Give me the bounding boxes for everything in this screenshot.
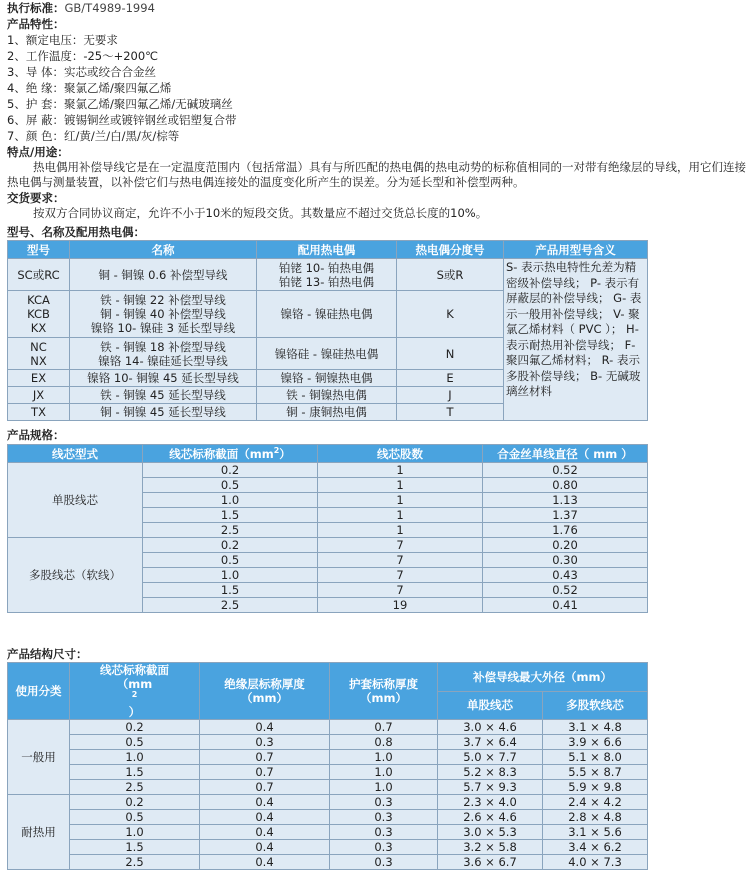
struct-multi-od: 3.1 × 5.6 — [543, 825, 648, 840]
struct-sheath: 0.8 — [330, 735, 438, 750]
model-col-1: 名称 — [70, 241, 257, 259]
model-thermocouple-line: 铁 - 铜镍热电偶 — [286, 388, 367, 402]
struct-col-section-label: 线芯标称截面 — [100, 663, 169, 677]
table-row — [8, 538, 648, 553]
struct-sheath: 0.7 — [330, 720, 438, 735]
struct-insulation: 0.4 — [200, 795, 330, 810]
model-thermocouple — [257, 387, 397, 404]
model-name-line: 镍铬 10- 铜镍 45 延长型导线 — [87, 371, 239, 385]
struct-single-od: 3.7 × 6.4 — [438, 735, 543, 750]
model-name — [70, 291, 257, 338]
spec-strands: 7 — [318, 568, 483, 583]
struct-insulation: 0.4 — [200, 840, 330, 855]
feature-item: 4、绝 缘：聚氯乙烯/聚四氟乙烯 — [7, 81, 172, 95]
struct-single-od: 3.0 × 5.3 — [438, 825, 543, 840]
struct-section: 2.5 — [70, 855, 200, 870]
model-thermocouple-line: 铂铑 10- 铂热电偶 — [278, 260, 375, 275]
spec-diameter: 0.41 — [483, 598, 648, 613]
spec-table — [7, 444, 648, 613]
struct-single-od: 5.0 × 7.7 — [438, 750, 543, 765]
model-thermocouple — [257, 404, 397, 421]
struct-sheath: 1.0 — [330, 750, 438, 765]
spec-diameter: 0.52 — [483, 463, 648, 478]
model-code — [8, 387, 70, 404]
spec-diameter: 1.76 — [483, 523, 648, 538]
struct-sheath: 1.0 — [330, 765, 438, 780]
struct-section: 1.0 — [70, 825, 200, 840]
struct-multi-od: 5.5 × 8.7 — [543, 765, 648, 780]
spec-type: 多股线芯（软线） — [8, 538, 143, 613]
table-row — [8, 810, 648, 825]
delivery-paragraph — [0, 206, 750, 221]
struct-col-insulation-unit: （mm） — [241, 691, 288, 705]
table-row — [8, 720, 648, 735]
model-name — [70, 387, 257, 404]
model-thermocouple-line: 铜 - 康铜热电偶 — [286, 405, 367, 419]
struct-sheath: 0.3 — [330, 795, 438, 810]
struct-col-section-unit-line — [72, 677, 197, 719]
table-row — [8, 750, 648, 765]
spec-col-section-close: ） — [279, 446, 291, 461]
spec-section: 2.5 — [143, 523, 318, 538]
model-code-line: TX — [31, 405, 46, 419]
struct-multi-od: 3.9 × 6.6 — [543, 735, 648, 750]
spec-table-header — [8, 445, 648, 463]
spec-section: 0.2 — [143, 538, 318, 553]
model-index: S或R — [397, 259, 504, 291]
struct-insulation: 0.3 — [200, 735, 330, 750]
model-code — [8, 259, 70, 291]
struct-col-insulation — [200, 663, 330, 720]
spec-section: 0.2 — [143, 463, 318, 478]
model-code-line: SC或RC — [17, 267, 60, 282]
spec-col-section-sup: 2 — [273, 445, 280, 455]
model-table-title: 型号、名称及配用热电偶： — [7, 225, 145, 239]
spec-diameter: 0.43 — [483, 568, 648, 583]
feature-item: 1、额定电压：无要求 — [7, 33, 118, 47]
model-thermocouple — [257, 338, 397, 370]
model-col-3: 热电偶分度号 — [397, 241, 504, 259]
struct-section: 1.5 — [70, 765, 200, 780]
spec-strands: 19 — [318, 598, 483, 613]
struct-usage: 耐热用 — [8, 795, 70, 870]
table-row — [8, 735, 648, 750]
table-row — [8, 780, 648, 795]
spec-diameter: 0.20 — [483, 538, 648, 553]
spec-table-title: 产品规格： — [7, 428, 65, 442]
struct-col-section-sup: 2 — [131, 690, 138, 700]
spec-diameter: 1.37 — [483, 508, 648, 523]
spec-section: 1.5 — [143, 583, 318, 598]
feature-item: 6、屏 蔽：镀锡铜丝或镀锌钢丝或铝塑复合带 — [7, 113, 237, 127]
model-col-2: 配用热电偶 — [257, 241, 397, 259]
features-title: 产品特性： — [7, 17, 65, 31]
model-code — [8, 291, 70, 338]
model-index: T — [397, 404, 504, 421]
struct-multi-od: 2.8 × 4.8 — [543, 810, 648, 825]
model-name-line: 铜 - 铜镍 45 延长型导线 — [100, 405, 226, 419]
model-name — [70, 370, 257, 387]
spec-section: 1.5 — [143, 508, 318, 523]
spec-section: 1.0 — [143, 493, 318, 508]
struct-section: 1.5 — [70, 840, 200, 855]
model-index: J — [397, 387, 504, 404]
struct-multi-od: 3.4 × 6.2 — [543, 840, 648, 855]
spec-strands: 1 — [318, 508, 483, 523]
spec-section: 0.5 — [143, 478, 318, 493]
struct-sheath: 0.3 — [330, 840, 438, 855]
model-name — [70, 404, 257, 421]
table-row — [8, 259, 648, 291]
struct-sheath: 0.3 — [330, 810, 438, 825]
spec-type: 单股线芯 — [8, 463, 143, 538]
model-note: S- 表示热电特性允差为精密级补偿导线； P- 表示有屏蔽层的补偿导线； G- 表示一般用补偿导线； V- 聚氯乙烯材料（ PVC ）； H- 表示耐热用补偿导线； F- 聚四氟乙烯材料； R- 表示多股补偿导线； B- 无碱玻璃丝材料 — [504, 259, 648, 421]
table-row — [8, 795, 648, 810]
struct-multi-od: 5.1 × 8.0 — [543, 750, 648, 765]
struct-insulation: 0.4 — [200, 810, 330, 825]
model-code-line: NC — [30, 339, 47, 354]
struct-single-od: 2.3 × 4.0 — [438, 795, 543, 810]
struct-sheath: 0.3 — [330, 825, 438, 840]
struct-multi-od: 2.4 × 4.2 — [543, 795, 648, 810]
model-thermocouple-line: 镍铬 - 镍硅热电偶 — [280, 307, 373, 321]
struct-single-od: 3.0 × 4.6 — [438, 720, 543, 735]
model-code-line: EX — [30, 371, 47, 385]
spec-col-section-label: 线芯标称截面（mm — [169, 446, 274, 461]
model-name-line: 铁 - 铜镍 18 补偿型导线 — [100, 339, 226, 354]
spec-strands: 7 — [318, 583, 483, 598]
model-col-4: 产品用型号含义 — [504, 241, 648, 259]
struct-section: 1.0 — [70, 750, 200, 765]
spec-col-type: 线芯型式 — [8, 445, 143, 463]
model-table-header — [8, 241, 648, 259]
document — [0, 0, 750, 221]
delivery-text: 按双方合同协议商定，允许不小于10米的短段交货。其数量应不超过交货总长度的10%。 — [33, 206, 488, 220]
model-thermocouple — [257, 291, 397, 338]
struct-section: 2.5 — [70, 780, 200, 795]
spec-diameter: 0.52 — [483, 583, 648, 598]
spec-section: 1.0 — [143, 568, 318, 583]
struct-multi-od: 3.1 × 4.8 — [543, 720, 648, 735]
delivery-title: 交货要求： — [7, 191, 65, 205]
struct-col-sheath — [330, 663, 438, 720]
model-table — [7, 240, 648, 421]
model-col-0: 型号 — [8, 241, 70, 259]
standard-label: 执行标准： — [7, 1, 65, 15]
struct-single-od: 5.7 × 9.3 — [438, 780, 543, 795]
model-code-line: KCA — [27, 293, 50, 307]
spec-diameter: 1.13 — [483, 493, 648, 508]
model-code-line: NX — [30, 353, 47, 368]
feature-item: 3、导 体：实芯或绞合合金丝 — [7, 65, 156, 79]
model-name-line: 铜 - 铜镍 0.6 补偿型导线 — [98, 267, 228, 282]
struct-single-od: 2.6 × 4.6 — [438, 810, 543, 825]
struct-multi-od: 4.0 × 7.3 — [543, 855, 648, 870]
struct-insulation: 0.7 — [200, 765, 330, 780]
usage-title: 特点/用途： — [7, 145, 69, 159]
table-row — [8, 840, 648, 855]
spec-strands: 1 — [318, 523, 483, 538]
model-index: N — [397, 338, 504, 370]
spec-diameter: 0.80 — [483, 478, 648, 493]
struct-single-od: 5.2 × 8.3 — [438, 765, 543, 780]
struct-col-insulation-label: 绝缘层标称厚度 — [224, 677, 305, 691]
model-name-line: 镍铬 10- 镍硅 3 延长型导线 — [90, 321, 236, 335]
table-row — [8, 825, 648, 840]
struct-sheath: 1.0 — [330, 780, 438, 795]
struct-table-header-row1 — [8, 663, 648, 692]
table-row — [8, 855, 648, 870]
model-name-line: 铜 - 铜镍 40 补偿型导线 — [100, 307, 226, 321]
standard-value: GB/T4989-1994 — [64, 1, 155, 15]
spec-col-diameter: 合金丝单线直径（ mm ） — [483, 445, 648, 463]
struct-section: 0.2 — [70, 720, 200, 735]
model-thermocouple-line: 镍铬硅 - 镍硅热电偶 — [274, 346, 379, 361]
table-row — [8, 765, 648, 780]
model-index: E — [397, 370, 504, 387]
struct-table — [7, 662, 648, 870]
model-code — [8, 338, 70, 370]
model-name — [70, 259, 257, 291]
feature-item: 7、颜 色：红/黄/兰/白/黑/灰/棕等 — [7, 129, 180, 143]
struct-col-section-unit: （mm — [116, 677, 153, 691]
struct-table-title: 产品结构尺寸： — [7, 647, 88, 661]
model-thermocouple-line: 铂铑 13- 铂热电偶 — [278, 274, 375, 289]
struct-insulation: 0.7 — [200, 780, 330, 795]
model-code-line: KCB — [27, 307, 50, 321]
spec-section: 2.5 — [143, 598, 318, 613]
spec-section: 0.5 — [143, 553, 318, 568]
spec-strands: 7 — [318, 553, 483, 568]
spec-col-section — [143, 445, 318, 463]
model-thermocouple — [257, 259, 397, 291]
model-code-line: JX — [32, 388, 45, 402]
spec-strands: 1 — [318, 463, 483, 478]
struct-single-od: 3.6 × 6.7 — [438, 855, 543, 870]
struct-usage: 一般用 — [8, 720, 70, 795]
struct-col-usage: 使用分类 — [8, 663, 70, 720]
struct-multi-od: 5.9 × 9.8 — [543, 780, 648, 795]
struct-col-section-close: ） — [128, 705, 141, 719]
model-name — [70, 338, 257, 370]
model-thermocouple-line: 镍铬 - 铜镍热电偶 — [280, 371, 373, 385]
features-list — [0, 32, 750, 144]
standard-line — [0, 0, 750, 16]
usage-text: 热电偶用补偿导线它是在一定温度范围内（包括常温）具有与所匹配的热电偶的热电动势的标称值相同的一对带有绝缘层的导线，用它们连接热电偶与测量装置，以补偿它们与热电偶连接处的温度变化所产生的误差。分为延长型和补偿型两种。 — [7, 160, 746, 189]
struct-col-multi: 多股软线芯 — [543, 691, 648, 720]
struct-section: 0.5 — [70, 735, 200, 750]
struct-col-section — [70, 663, 200, 720]
struct-section: 0.2 — [70, 795, 200, 810]
table-row — [8, 463, 648, 478]
model-code-line: KX — [30, 321, 47, 335]
spec-strands: 1 — [318, 493, 483, 508]
struct-insulation: 0.4 — [200, 825, 330, 840]
model-name-line: 铁 - 铜镍 22 补偿型导线 — [100, 293, 226, 307]
struct-insulation: 0.7 — [200, 750, 330, 765]
spec-strands: 7 — [318, 538, 483, 553]
model-index: K — [397, 291, 504, 338]
model-code — [8, 404, 70, 421]
model-thermocouple — [257, 370, 397, 387]
struct-insulation: 0.4 — [200, 720, 330, 735]
spec-col-strands: 线芯股数 — [318, 445, 483, 463]
struct-col-single: 单股线芯 — [438, 691, 543, 720]
struct-col-outer-diameter: 补偿导线最大外径（mm） — [438, 663, 648, 692]
struct-sheath: 0.3 — [330, 855, 438, 870]
spec-diameter: 0.30 — [483, 553, 648, 568]
model-name-line: 铁 - 铜镍 45 延长型导线 — [100, 388, 226, 402]
struct-col-sheath-unit: （mm） — [360, 691, 407, 705]
struct-col-sheath-label: 护套标称厚度 — [349, 677, 418, 691]
struct-single-od: 3.2 × 5.8 — [438, 840, 543, 855]
model-name-line: 镍铬 14- 镍硅延长型导线 — [98, 353, 228, 368]
feature-item: 2、工作温度：-25～+200℃ — [7, 49, 159, 63]
feature-item: 5、护 套：聚氯乙烯/聚四氟乙烯/无碱玻璃丝 — [7, 97, 233, 111]
spec-strands: 1 — [318, 478, 483, 493]
struct-insulation: 0.4 — [200, 855, 330, 870]
struct-section: 0.5 — [70, 810, 200, 825]
usage-paragraph — [0, 160, 750, 190]
model-code — [8, 370, 70, 387]
